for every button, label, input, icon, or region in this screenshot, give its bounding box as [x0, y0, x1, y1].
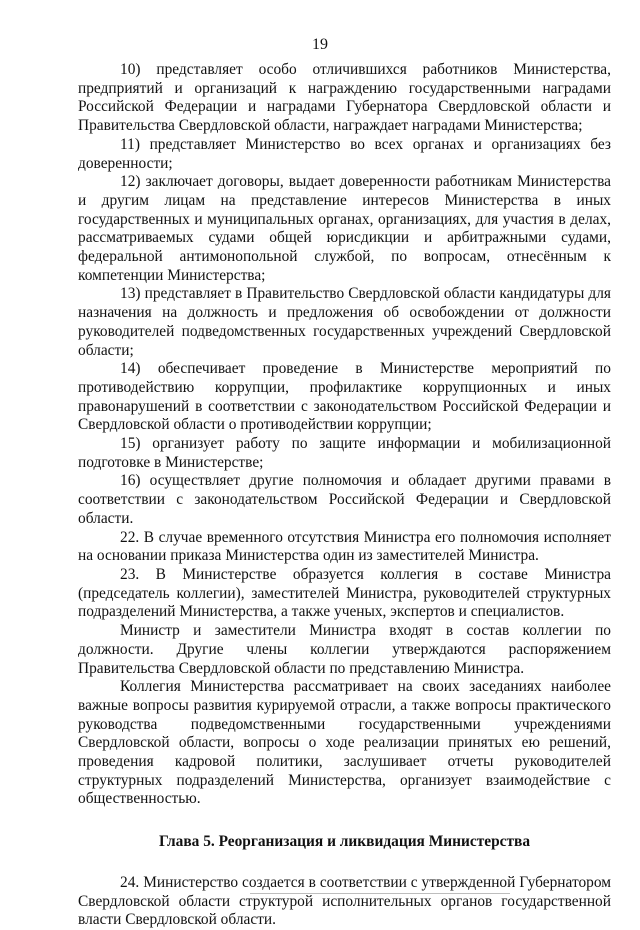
paragraph-clause-22: 22. В случае временного отсутствия Министра его полномочия исполняет на основании приказа Министерства один из заместителей Министра.	[78, 528, 611, 565]
paragraph-item-16: 16) осуществляет другие полномочия и обладает другими правами в соответствии с законодательством Российской Федерации и Свердловской области.	[78, 472, 611, 527]
paragraph-collegium-duties: Коллегия Министерства рассматривает на своих заседаниях наиболее важные вопросы развития курируемой отрасли, а также вопросы практического руководства подведомственными государственными учреждениями Свердловской области, вопросы о ходе реализации принятых ею решений, проведения кадровой политики, заслушивает отчеты руководителей структурных подразделений Министерства, организует взаимодействие с общественностью.	[78, 678, 611, 808]
paragraph-item-11: 11) представляет Министерство во всех органах и организациях без доверенности;	[78, 135, 611, 172]
paragraph-item-10: 10) представляет особо отличившихся работников Министерства, предприятий и организаций к награждению государственными наградами Российской Федерации и наградами Губернатора Свердловской области и Правительства Свердловской области, награждает наградами Министерства;	[78, 61, 611, 135]
paragraph-item-12: 12) заключает договоры, выдает доверенности работникам Министерства и другим лицам на представление интересов Министерства в иных государственных и муниципальных органах, организациях, для участия в делах, рассматриваемых судами общей юрисдикции и арбитражными судами, федеральной антимонопольной службой, по вопросам, отнесённым к компетенции Министерства;	[78, 173, 611, 284]
chapter-heading: Глава 5. Реорганизация и ликвидация Министерства	[158, 833, 531, 851]
paragraph-clause-23: 23. В Министерстве образуется коллегия в составе Министра (председатель коллегии), заместителей Министра, руководителей структурных подразделений Министерства, а также ученых, экспертов и специалистов.	[78, 565, 611, 621]
page-number: 19	[312, 36, 328, 53]
paragraph-item-13: 13) представляет в Правительство Свердловской области кандидатуры для назначения на должность и предложения об освобождении от должности руководителей подведомственных государственных учреждений Свердловской области;	[78, 285, 611, 359]
bottom-divider	[250, 893, 510, 894]
paragraph-collegium-members: Министр и заместители Министра входят в состав коллегии по должности. Другие члены коллегии утверждаются распоряжением Правительства Свердловской области по представлению Министра.	[78, 622, 611, 677]
document-body	[78, 61, 611, 930]
paragraph-item-15: 15) организует работу по защите информации и мобилизационной подготовке в Министерстве;	[78, 435, 611, 471]
paragraph-clause-24: 24. Министерство создается в соответствии с утвержденной Губернатором Свердловской области структурой исполнительных органов государственной власти Свердловской области.	[78, 873, 611, 929]
paragraph-item-14: 14) обеспечивает проведение в Министерстве мероприятий по противодействию коррупции, профилактике коррупционных и иных правонарушений в соответствии с законодательством Российской Федерации и Свердловской области о противодействии коррупции;	[78, 360, 611, 434]
